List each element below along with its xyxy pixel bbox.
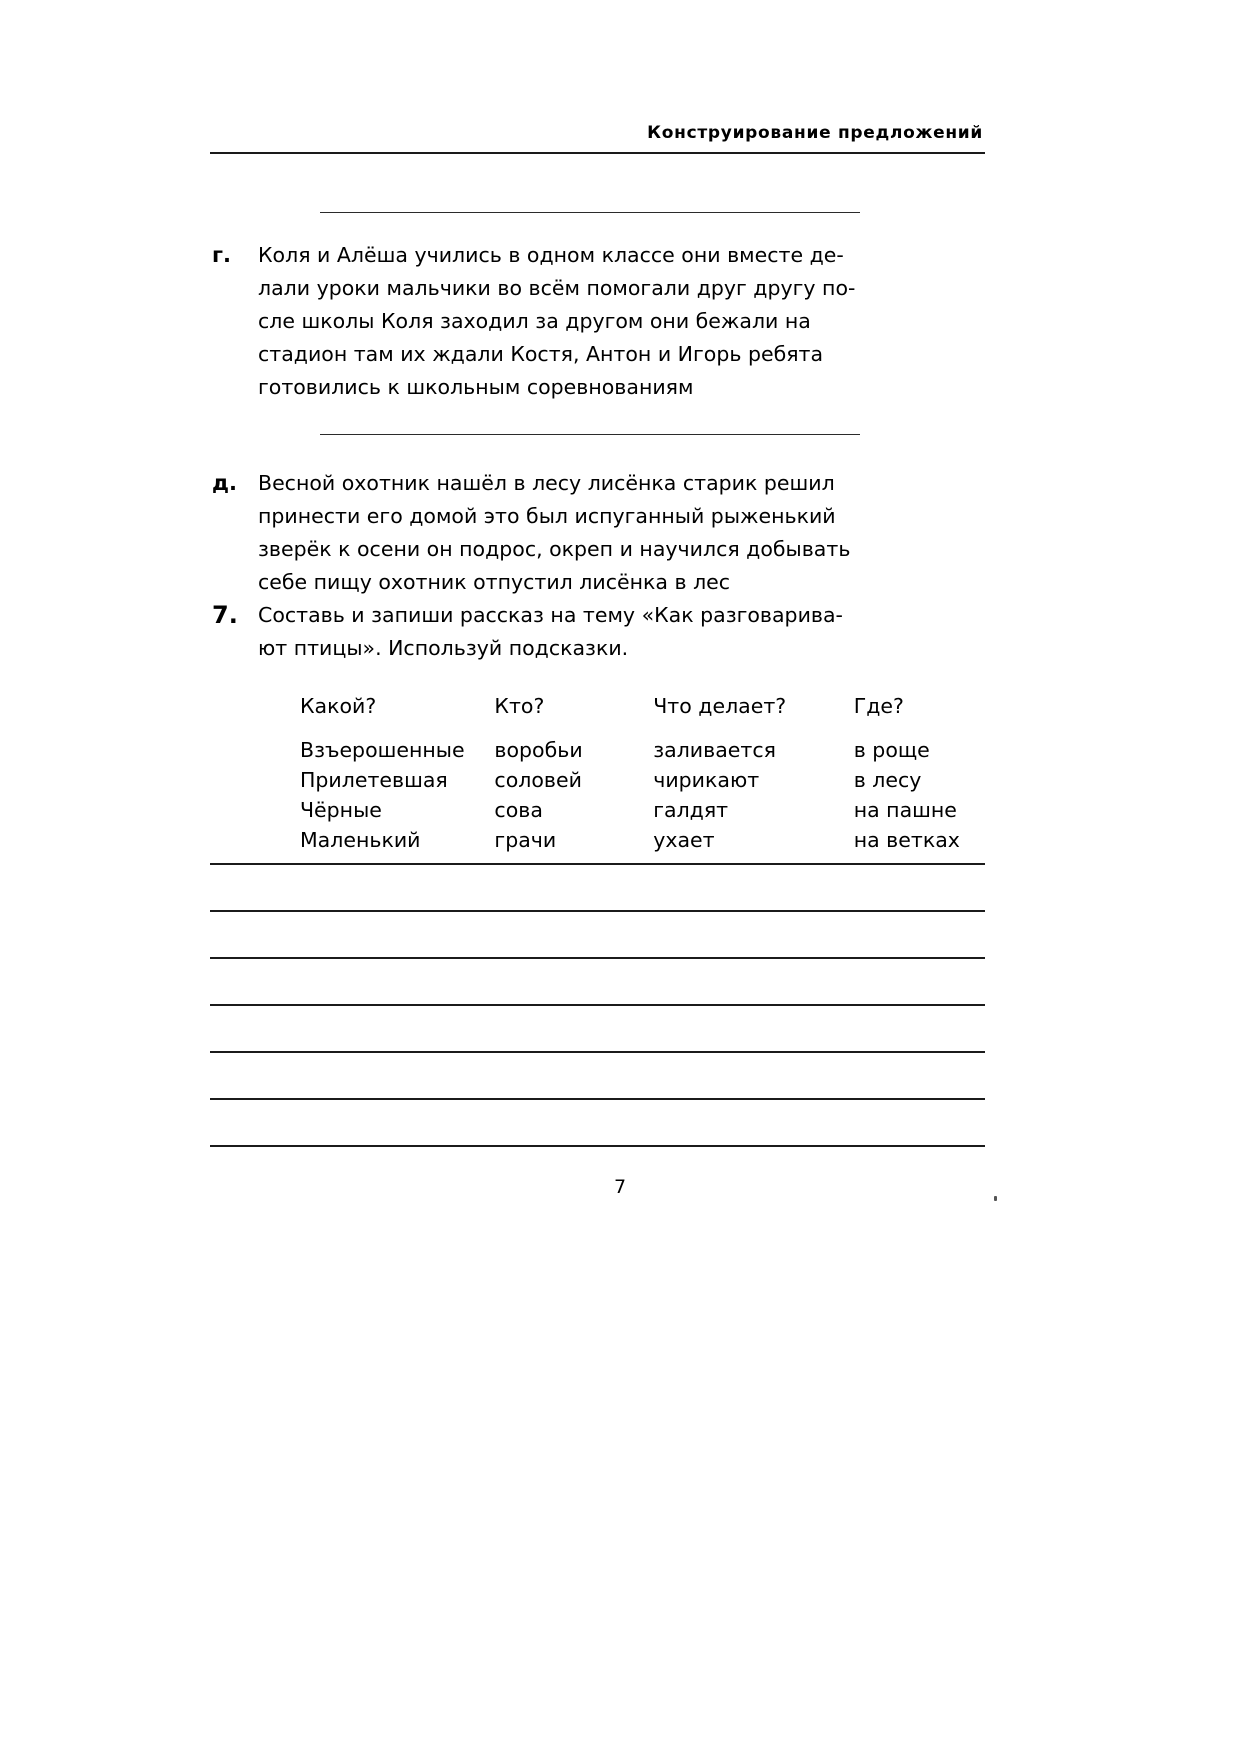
exercise-7-line-1: Составь и запиши рассказ на тему «Как разговарива-	[258, 603, 843, 627]
hints-cell: грачи	[494, 828, 557, 852]
answer-rule-above-d	[320, 434, 860, 435]
exercise-d-line-4: себе пищу охотник отпустил лисёнка в лес	[258, 570, 731, 594]
writing-line	[210, 1145, 985, 1147]
page-content	[210, 212, 985, 855]
exercise-g-line-5: готовились к школьным соревнованиям	[258, 375, 694, 399]
page-header	[210, 122, 985, 154]
hints-cell: заливается	[653, 738, 776, 762]
header-divider-rule	[210, 152, 985, 154]
writing-line	[210, 1051, 985, 1053]
hints-cell: чирикают	[653, 768, 760, 792]
answer-writing-lines	[210, 863, 985, 1147]
hints-cell: в роще	[853, 738, 930, 762]
hints-cell: в лесу	[853, 768, 922, 792]
hints-cell: на ветках	[853, 828, 960, 852]
hints-cell: сова	[494, 798, 543, 822]
exercise-g-line-2: лали уроки мальчики во всём помогали друг другу по-	[258, 276, 856, 300]
writing-line	[210, 863, 985, 865]
exercise-item-7	[210, 599, 985, 665]
exercise-7-line-2: ют птицы». Используй подсказки.	[258, 636, 629, 660]
exercise-text-7	[258, 599, 985, 665]
exercise-g-line-4: стадион там их ждали Костя, Антон и Игорь ребята	[258, 342, 824, 366]
exercise-d-line-3: зверёк к осени он подрос, окреп и научился добывать	[258, 537, 851, 561]
writing-line	[210, 1098, 985, 1100]
hints-cell: ухает	[653, 828, 715, 852]
hints-column-header-gde: Где?	[853, 694, 904, 718]
hints-cell: соловей	[494, 768, 582, 792]
writing-line	[210, 910, 985, 912]
exercise-text-g	[258, 239, 985, 404]
hints-cell: воробьи	[494, 738, 583, 762]
exercise-g-line-3: сле школы Коля заходил за другом они бежали на	[258, 309, 811, 333]
hints-cell: Взъерошенные	[300, 738, 465, 762]
hints-column-header-chto-delaet: Что делает?	[653, 694, 787, 718]
answer-rule-above-g	[320, 212, 860, 213]
exercise-text-d	[258, 467, 985, 599]
hints-column-header-kto: Кто?	[494, 694, 545, 718]
hints-table-row	[256, 735, 985, 765]
scan-speck	[994, 1196, 997, 1201]
hints-cell: Маленький	[300, 828, 421, 852]
writing-line	[210, 957, 985, 959]
exercise-item-d	[210, 467, 985, 599]
exercise-item-g	[210, 239, 985, 404]
exercise-g-line-1: Коля и Алёша учились в одном классе они вместе де-	[258, 243, 844, 267]
page-number: 7	[613, 1176, 627, 1198]
writing-line	[210, 1004, 985, 1006]
hints-cell: на пашне	[853, 798, 957, 822]
hints-cell: Прилетевшая	[300, 768, 448, 792]
hints-table-row	[256, 825, 985, 855]
hints-column-header-kakoy: Какой?	[300, 694, 377, 718]
hints-cell: Чёрные	[300, 798, 382, 822]
exercise-marker-g: г.	[212, 243, 231, 267]
exercise-d-line-1: Весной охотник нашёл в лесу лисёнка старик решил	[258, 471, 835, 495]
exercise-marker-d: д.	[212, 471, 237, 495]
exercise-d-line-2: принести его домой это был испуганный рыженький	[258, 504, 836, 528]
hints-table-header-row	[256, 691, 985, 735]
exercise-marker-7: 7.	[212, 601, 238, 629]
hints-table-row	[256, 765, 985, 795]
hints-table	[256, 691, 985, 855]
running-head: Конструирование предложений	[647, 123, 983, 143]
hints-cell: галдят	[653, 798, 729, 822]
hints-table-row	[256, 795, 985, 825]
